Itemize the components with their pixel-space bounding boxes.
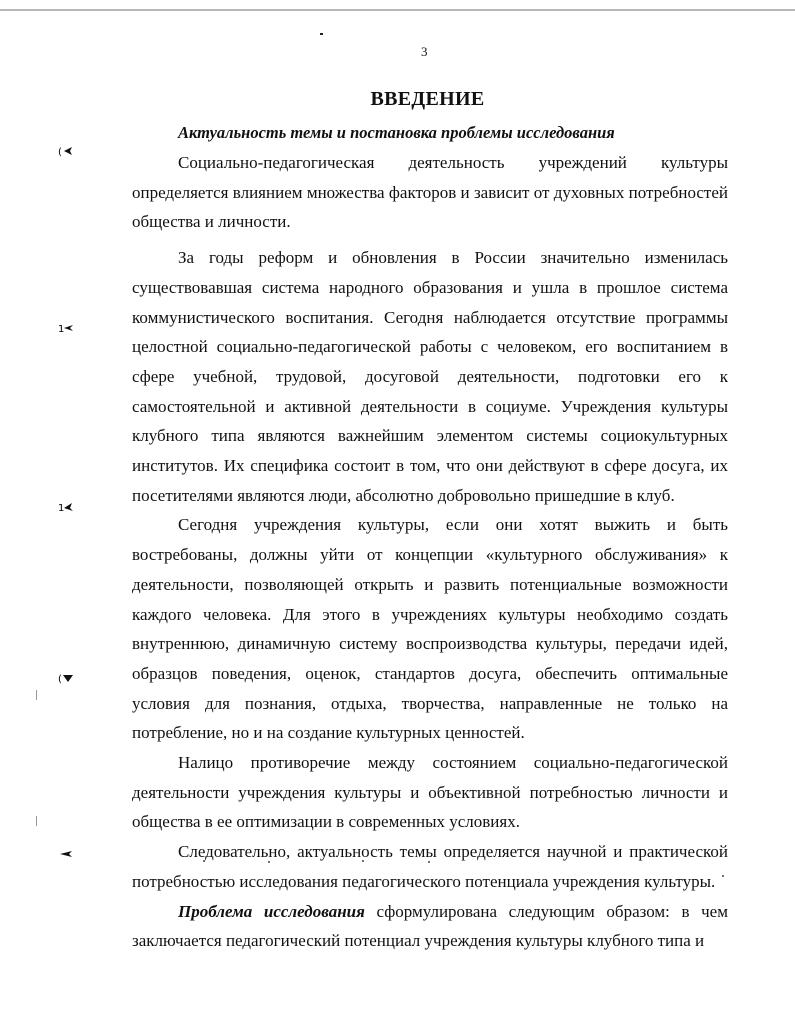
svg-text:1: 1 <box>58 503 65 513</box>
body-text <box>132 148 728 956</box>
svg-text:(: ( <box>58 674 62 684</box>
margin-mark <box>58 145 76 160</box>
svg-text:(: ( <box>58 147 62 157</box>
paragraph-3: Сегодня учреждения культуры, если они хотят выжить и быть востребованы, должны уйти от концепции «культурного обслуживания» к деятельности, позволяющей открыть и развить потенциальные возможности каждого человека. Для этого в учреждениях культуры необходимо создать внутреннюю, динамичную систему воспроизводства культуры, передачи идей, образцов поведения, оценок, стандартов досуга, обеспечить оптимальные условия для познания, отдыха, творчества, направленные не только на потребление, но и на создание культурных ценностей. <box>132 515 728 743</box>
margin-tick <box>36 690 37 700</box>
paragraph-4: Налицо противоречие между состоянием социально-педагогической деятельности учреждения культуры и объективной потребностью личности и общества в ее оптимизации в современных условиях. <box>132 753 728 832</box>
problem-label: Проблема исследования <box>178 901 365 921</box>
section-subtitle: Актуальность темы и постановка проблемы исследования <box>178 123 615 142</box>
margin-mark <box>58 322 76 337</box>
top-scan-rule <box>0 9 795 11</box>
paragraph-1: Социально-педагогическая деятельность учреждений культуры определяется влиянием множества факторов и зависит от духовных потребностей общества и личности. <box>132 153 728 232</box>
margin-mark <box>58 501 76 516</box>
problem-text: сформулирована следующим образом: в чем заключается педагогический потенциал учреждения культуры клубного типа и <box>132 901 728 951</box>
margin-mark-2-icon <box>58 322 76 334</box>
svg-text:1: 1 <box>58 324 65 334</box>
margin-mark-3-icon <box>58 501 76 513</box>
paragraph-5: Следовательно, актуальность темы определяется научной и практической потребностью исследования педагогического потенциала учреждения культуры. <box>132 842 728 891</box>
page-number: 3 <box>421 44 428 59</box>
margin-mark <box>58 672 76 687</box>
paragraph-2: За годы реформ и обновления в России значительно изменилась существовавшая система народного образования и ушла в прошлое система коммунистического воспитания. Сегодня наблюдается отсутствие программы целостной социально-педагогической работы с человеком, его воспитанием в сфере учебной, трудовой, досуговой деятельности, подготовки его к самостоятельной и активной деятельности в социуме. Учреждения культуры клубного типа являются важнейшим элементом системы социокультурных институтов. Их специфика состоит в том, что они действуют в сфере досуга, их посетителями являются люди, абсолютно добровольно пришедшие в клуб. <box>132 248 728 505</box>
problem-paragraph <box>132 897 728 956</box>
margin-mark-5-icon <box>58 848 76 860</box>
margin-mark-1-icon <box>58 145 76 157</box>
page-title: ВВЕДЕНИЕ <box>370 88 485 110</box>
scan-speck <box>320 33 323 35</box>
margin-tick <box>36 816 37 826</box>
margin-mark <box>58 848 76 863</box>
margin-mark-4-icon <box>58 672 76 684</box>
